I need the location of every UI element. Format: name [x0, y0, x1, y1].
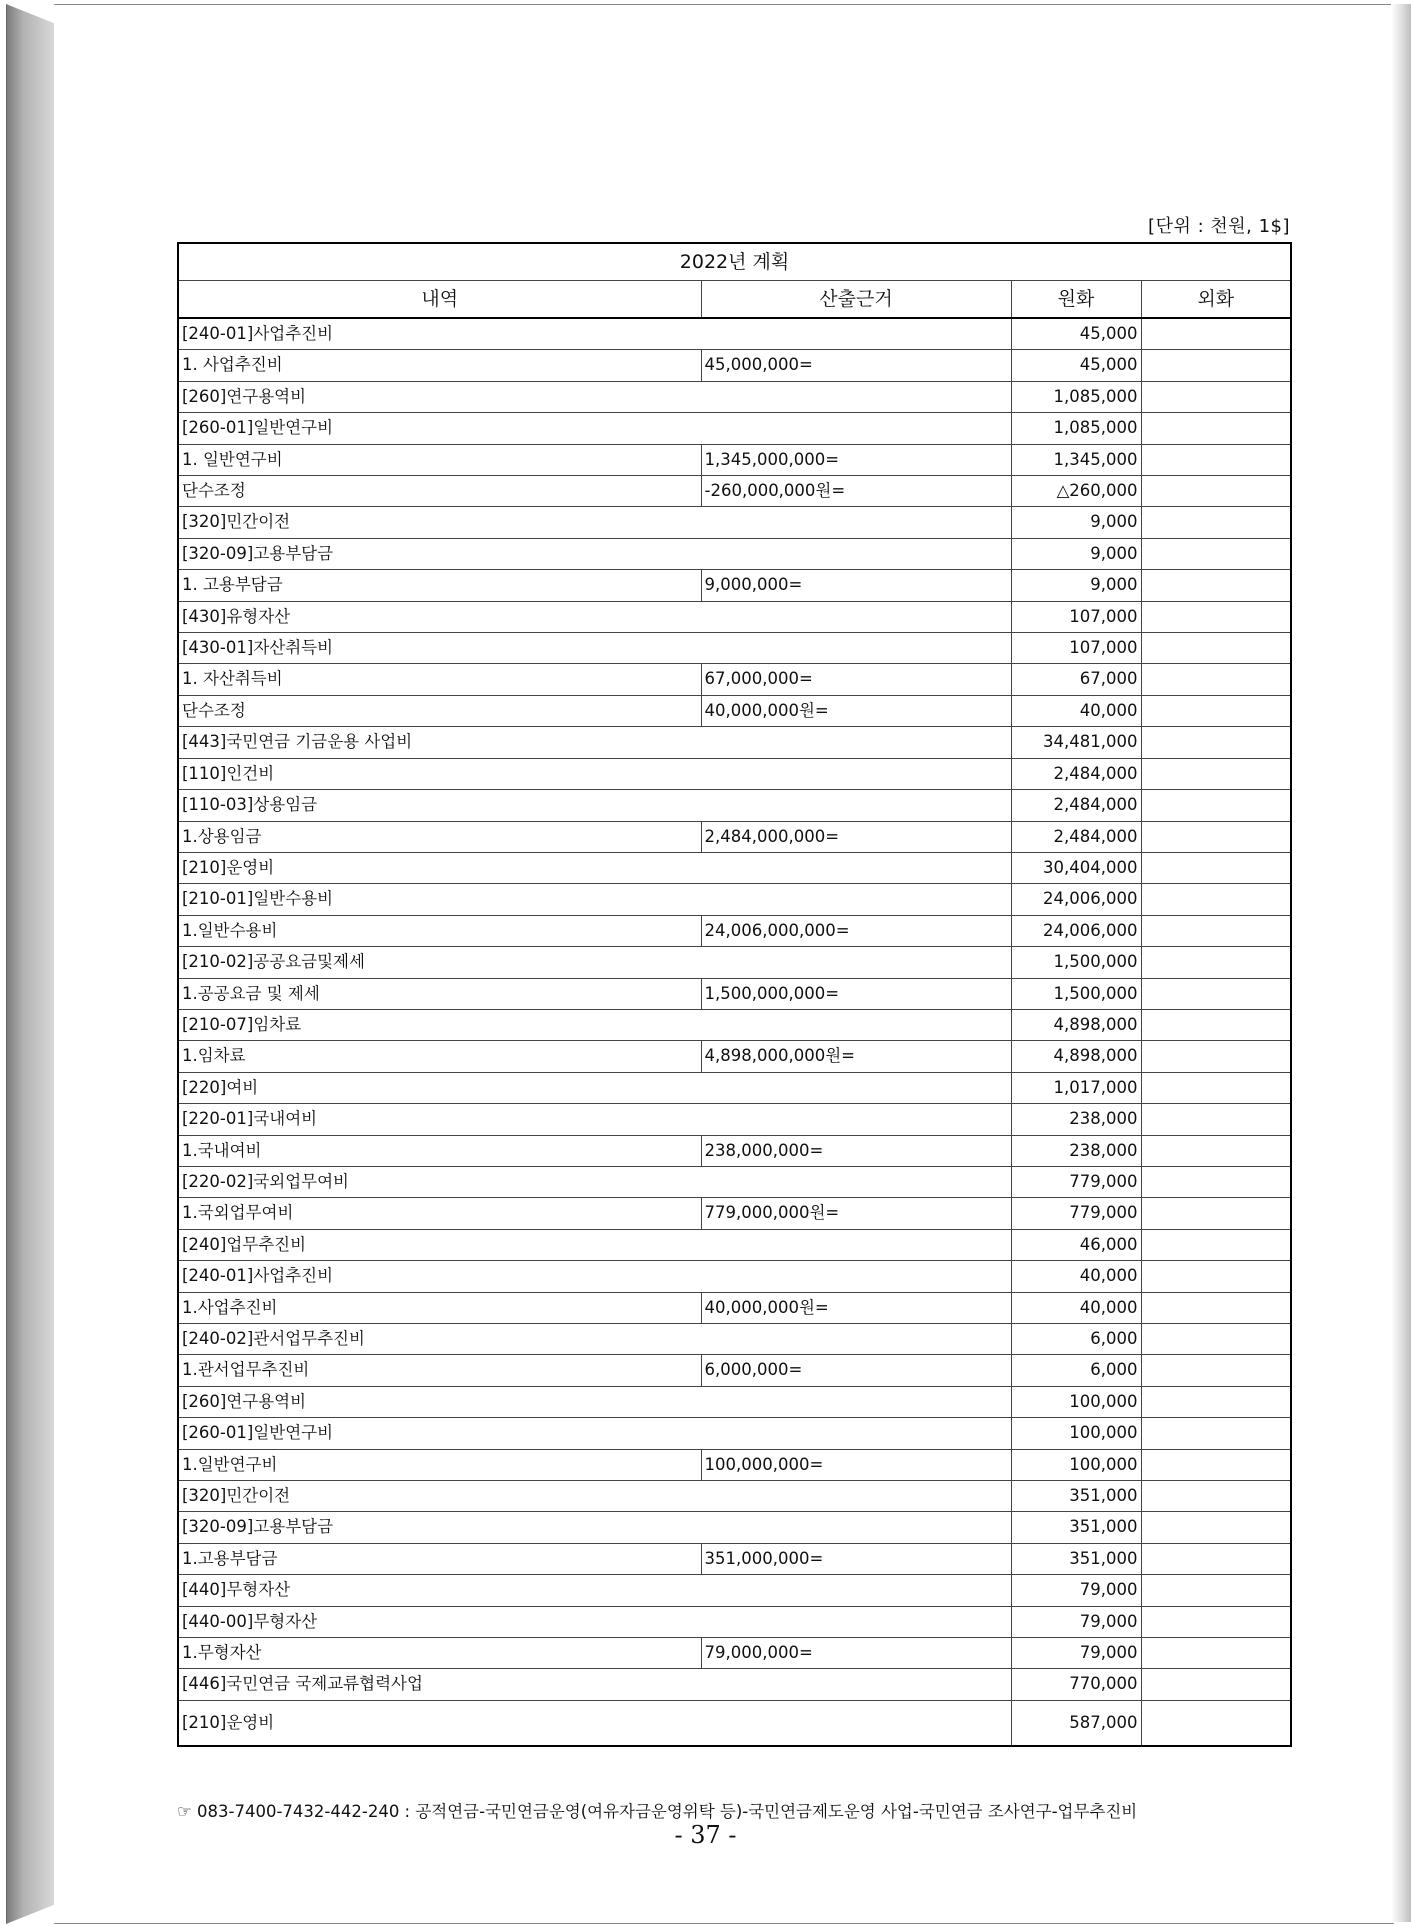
item-cell: 1. 자산취득비: [178, 664, 701, 695]
plan-year-header: 2022년 계획: [178, 243, 1291, 281]
krw-amount-cell: 4,898,000: [1011, 1009, 1141, 1040]
fx-amount-cell: [1141, 1700, 1291, 1746]
fx-amount-cell: [1141, 758, 1291, 789]
table-row: [178, 1543, 1291, 1574]
basis-cell: 45,000,000=: [701, 350, 1011, 381]
krw-amount-cell: 4,898,000: [1011, 1041, 1141, 1072]
item-cell: [440]무형자산: [178, 1575, 1011, 1606]
basis-cell: 40,000,000원=: [701, 1292, 1011, 1323]
krw-amount-cell: 34,481,000: [1011, 727, 1141, 758]
table-row: [178, 1166, 1291, 1197]
page-shadow: [1391, 4, 1411, 1922]
fx-amount-cell: [1141, 1324, 1291, 1355]
krw-amount-cell: 9,000: [1011, 507, 1141, 538]
table-row: [178, 1292, 1291, 1323]
krw-amount-cell: 100,000: [1011, 1449, 1141, 1480]
page-number: - 37 -: [674, 1821, 737, 1849]
item-cell: [220]여비: [178, 1072, 1011, 1103]
krw-amount-cell: 2,484,000: [1011, 758, 1141, 789]
table-row: [178, 318, 1291, 350]
table-row: [178, 1041, 1291, 1072]
table-row: [178, 821, 1291, 852]
basis-cell: 100,000,000=: [701, 1449, 1011, 1480]
krw-amount-cell: 24,006,000: [1011, 884, 1141, 915]
item-cell: [443]국민연금 기금운용 사업비: [178, 727, 1011, 758]
krw-amount-cell: △260,000: [1011, 476, 1141, 507]
krw-amount-cell: 351,000: [1011, 1512, 1141, 1543]
table-row: [178, 444, 1291, 475]
krw-amount-cell: 2,484,000: [1011, 821, 1141, 852]
item-cell: [430-01]자산취득비: [178, 633, 1011, 664]
fx-amount-cell: [1141, 1041, 1291, 1072]
fx-amount-cell: [1141, 538, 1291, 569]
item-cell: [446]국민연금 국제교류협력사업: [178, 1669, 1011, 1700]
fx-amount-cell: [1141, 350, 1291, 381]
fx-amount-cell: [1141, 790, 1291, 821]
item-cell: [320-09]고용부담금: [178, 538, 1011, 569]
item-cell: [260]연구용역비: [178, 1386, 1011, 1417]
fx-amount-cell: [1141, 1669, 1291, 1700]
item-cell: [210-01]일반수용비: [178, 884, 1011, 915]
fx-amount-cell: [1141, 1575, 1291, 1606]
krw-amount-cell: 79,000: [1011, 1606, 1141, 1637]
krw-amount-cell: 1,345,000: [1011, 444, 1141, 475]
krw-amount-cell: 6,000: [1011, 1324, 1141, 1355]
item-cell: [430]유형자산: [178, 601, 1011, 632]
krw-amount-cell: 779,000: [1011, 1198, 1141, 1229]
krw-amount-cell: 24,006,000: [1011, 915, 1141, 946]
basis-cell: 779,000,000원=: [701, 1198, 1011, 1229]
fx-amount-cell: [1141, 852, 1291, 883]
basis-cell: 40,000,000원=: [701, 695, 1011, 726]
fx-amount-cell: [1141, 915, 1291, 946]
basis-cell: 4,898,000,000원=: [701, 1041, 1011, 1072]
table-row: [178, 633, 1291, 664]
item-cell: [210-02]공공요금및제세: [178, 947, 1011, 978]
table-row: [178, 695, 1291, 726]
krw-amount-cell: 238,000: [1011, 1104, 1141, 1135]
fx-amount-cell: [1141, 1104, 1291, 1135]
table-row: [178, 1606, 1291, 1637]
fx-amount-cell: [1141, 1512, 1291, 1543]
fx-amount-cell: [1141, 1166, 1291, 1197]
table-row: [178, 381, 1291, 412]
fx-amount-cell: [1141, 1261, 1291, 1292]
krw-amount-cell: 1,500,000: [1011, 947, 1141, 978]
krw-amount-cell: 779,000: [1011, 1166, 1141, 1197]
item-cell: [260-01]일반연구비: [178, 1418, 1011, 1449]
basis-cell: 1,345,000,000=: [701, 444, 1011, 475]
krw-amount-cell: 107,000: [1011, 633, 1141, 664]
basis-cell: 79,000,000=: [701, 1638, 1011, 1669]
table-row: [178, 1512, 1291, 1543]
krw-amount-cell: 6,000: [1011, 1355, 1141, 1386]
item-cell: [210]운영비: [178, 1700, 1011, 1746]
fx-amount-cell: [1141, 695, 1291, 726]
krw-amount-cell: 1,500,000: [1011, 978, 1141, 1009]
krw-amount-cell: 1,085,000: [1011, 381, 1141, 412]
item-cell: [240-01]사업추진비: [178, 1261, 1011, 1292]
fx-amount-cell: [1141, 664, 1291, 695]
fx-amount-cell: [1141, 444, 1291, 475]
table-row: [178, 1324, 1291, 1355]
krw-amount-cell: 45,000: [1011, 318, 1141, 350]
table-row: [178, 884, 1291, 915]
krw-amount-cell: 100,000: [1011, 1418, 1141, 1449]
table-row: [178, 1418, 1291, 1449]
table-row: [178, 915, 1291, 946]
item-cell: 1.사업추진비: [178, 1292, 701, 1323]
basis-cell: 67,000,000=: [701, 664, 1011, 695]
item-cell: 1.국외업무여비: [178, 1198, 701, 1229]
fx-amount-cell: [1141, 413, 1291, 444]
fx-amount-cell: [1141, 570, 1291, 601]
basis-cell: 24,006,000,000=: [701, 915, 1011, 946]
item-cell: 1.무형자산: [178, 1638, 701, 1669]
table-row: [178, 790, 1291, 821]
item-cell: 1.일반수용비: [178, 915, 701, 946]
table-row: [178, 413, 1291, 444]
basis-cell: 1,500,000,000=: [701, 978, 1011, 1009]
table-row: [178, 727, 1291, 758]
table-row: [178, 1261, 1291, 1292]
table-row: [178, 852, 1291, 883]
column-header-krw: 원화: [1011, 281, 1141, 319]
fx-amount-cell: [1141, 1135, 1291, 1166]
krw-amount-cell: 238,000: [1011, 1135, 1141, 1166]
item-cell: 단수조정: [178, 476, 701, 507]
table-row: [178, 1072, 1291, 1103]
krw-amount-cell: 46,000: [1011, 1229, 1141, 1260]
column-header-basis: 산출근거: [701, 281, 1011, 319]
krw-amount-cell: 40,000: [1011, 1261, 1141, 1292]
table-row: [178, 758, 1291, 789]
table-row: [178, 1700, 1291, 1746]
item-cell: [210]운영비: [178, 852, 1011, 883]
item-cell: [220-01]국내여비: [178, 1104, 1011, 1135]
page-stack-edge: [6, 4, 56, 1924]
item-cell: [240-02]관서업무추진비: [178, 1324, 1011, 1355]
item-cell: [440-00]무형자산: [178, 1606, 1011, 1637]
fx-amount-cell: [1141, 1449, 1291, 1480]
item-cell: 1.일반연구비: [178, 1449, 701, 1480]
basis-cell: 2,484,000,000=: [701, 821, 1011, 852]
basis-cell: 9,000,000=: [701, 570, 1011, 601]
krw-amount-cell: 587,000: [1011, 1700, 1141, 1746]
fx-amount-cell: [1141, 476, 1291, 507]
fx-amount-cell: [1141, 1481, 1291, 1512]
table-row: [178, 1638, 1291, 1669]
fx-amount-cell: [1141, 884, 1291, 915]
table-row: [178, 476, 1291, 507]
item-cell: 1.고용부담금: [178, 1543, 701, 1574]
item-cell: 1.임차료: [178, 1041, 701, 1072]
column-header-item: 내역: [178, 281, 701, 319]
table-row: [178, 1386, 1291, 1417]
fx-amount-cell: [1141, 947, 1291, 978]
budget-table-body: [178, 318, 1291, 1746]
item-cell: [210-07]임차료: [178, 1009, 1011, 1040]
account-code-footnote: ☞ 083-7400-7432-442-240 : 공적연금-국민연금운영(여유자금운영위탁 등)-국민연금제도운영 사업-국민연금 조사연구-업무추진비: [177, 1802, 1138, 1821]
table-row: [178, 350, 1291, 381]
basis-cell: 6,000,000=: [701, 1355, 1011, 1386]
item-cell: [240-01]사업추진비: [178, 318, 1011, 350]
item-cell: 1.관서업무추진비: [178, 1355, 701, 1386]
basis-cell: 351,000,000=: [701, 1543, 1011, 1574]
fx-amount-cell: [1141, 1355, 1291, 1386]
table-row: [178, 1104, 1291, 1135]
column-header-fx: 외화: [1141, 281, 1291, 319]
fx-amount-cell: [1141, 318, 1291, 350]
krw-amount-cell: 40,000: [1011, 695, 1141, 726]
table-row: [178, 1355, 1291, 1386]
krw-amount-cell: 351,000: [1011, 1543, 1141, 1574]
krw-amount-cell: 107,000: [1011, 601, 1141, 632]
fx-amount-cell: [1141, 1638, 1291, 1669]
table-row: [178, 570, 1291, 601]
fx-amount-cell: [1141, 821, 1291, 852]
item-cell: 단수조정: [178, 695, 701, 726]
basis-cell: 238,000,000=: [701, 1135, 1011, 1166]
table-row: [178, 601, 1291, 632]
krw-amount-cell: 79,000: [1011, 1575, 1141, 1606]
budget-table: [177, 242, 1292, 1747]
table-row: [178, 1575, 1291, 1606]
item-cell: [110]인건비: [178, 758, 1011, 789]
table-row: [178, 978, 1291, 1009]
item-cell: [260-01]일반연구비: [178, 413, 1011, 444]
table-row: [178, 1481, 1291, 1512]
item-cell: 1. 일반연구비: [178, 444, 701, 475]
krw-amount-cell: 45,000: [1011, 350, 1141, 381]
krw-amount-cell: 100,000: [1011, 1386, 1141, 1417]
fx-amount-cell: [1141, 1418, 1291, 1449]
table-row: [178, 1198, 1291, 1229]
fx-amount-cell: [1141, 1009, 1291, 1040]
item-cell: 1.국내여비: [178, 1135, 701, 1166]
item-cell: [240]업무추진비: [178, 1229, 1011, 1260]
krw-amount-cell: 1,085,000: [1011, 413, 1141, 444]
fx-amount-cell: [1141, 1292, 1291, 1323]
item-cell: 1. 사업추진비: [178, 350, 701, 381]
item-cell: [110-03]상용임금: [178, 790, 1011, 821]
krw-amount-cell: 9,000: [1011, 538, 1141, 569]
fx-amount-cell: [1141, 1198, 1291, 1229]
item-cell: 1.상용임금: [178, 821, 701, 852]
krw-amount-cell: 79,000: [1011, 1638, 1141, 1669]
krw-amount-cell: 2,484,000: [1011, 790, 1141, 821]
fx-amount-cell: [1141, 381, 1291, 412]
krw-amount-cell: 351,000: [1011, 1481, 1141, 1512]
table-row: [178, 538, 1291, 569]
item-cell: 1. 고용부담금: [178, 570, 701, 601]
krw-amount-cell: 30,404,000: [1011, 852, 1141, 883]
basis-cell: -260,000,000원=: [701, 476, 1011, 507]
fx-amount-cell: [1141, 727, 1291, 758]
fx-amount-cell: [1141, 633, 1291, 664]
table-row: [178, 1449, 1291, 1480]
fx-amount-cell: [1141, 1386, 1291, 1417]
table-row: [178, 1669, 1291, 1700]
item-cell: [320]민간이전: [178, 507, 1011, 538]
fx-amount-cell: [1141, 1543, 1291, 1574]
krw-amount-cell: 40,000: [1011, 1292, 1141, 1323]
table-row: [178, 507, 1291, 538]
fx-amount-cell: [1141, 1072, 1291, 1103]
fx-amount-cell: [1141, 978, 1291, 1009]
krw-amount-cell: 67,000: [1011, 664, 1141, 695]
krw-amount-cell: 1,017,000: [1011, 1072, 1141, 1103]
item-cell: 1.공공요금 및 제세: [178, 978, 701, 1009]
krw-amount-cell: 9,000: [1011, 570, 1141, 601]
fx-amount-cell: [1141, 1229, 1291, 1260]
fx-amount-cell: [1141, 507, 1291, 538]
fx-amount-cell: [1141, 601, 1291, 632]
krw-amount-cell: 770,000: [1011, 1669, 1141, 1700]
table-row: [178, 1135, 1291, 1166]
table-row: [178, 947, 1291, 978]
table-row: [178, 664, 1291, 695]
table-row: [178, 1229, 1291, 1260]
item-cell: [220-02]국외업무여비: [178, 1166, 1011, 1197]
unit-label: [단위 : 천원, 1$]: [1148, 216, 1290, 237]
item-cell: [320-09]고용부담금: [178, 1512, 1011, 1543]
table-row: [178, 1009, 1291, 1040]
item-cell: [320]민간이전: [178, 1481, 1011, 1512]
item-cell: [260]연구용역비: [178, 381, 1011, 412]
fx-amount-cell: [1141, 1606, 1291, 1637]
